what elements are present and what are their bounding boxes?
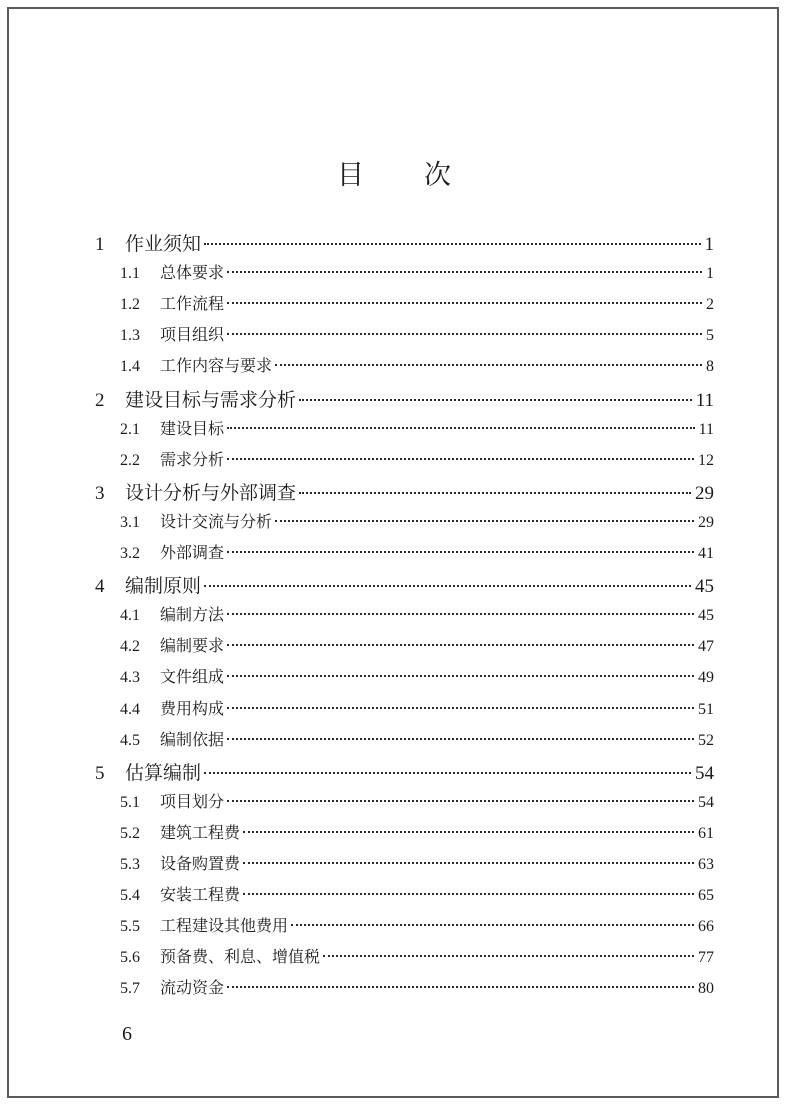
toc-entry-page: 61 xyxy=(698,824,714,842)
toc-entry-page: 63 xyxy=(698,856,714,873)
toc-entry-title: 预备费、利息、增值税 xyxy=(160,947,321,967)
toc-entry-page: 45 xyxy=(695,576,714,598)
toc-entry-page: 8 xyxy=(706,358,714,376)
toc-dot-leader xyxy=(299,399,692,401)
page-title xyxy=(0,153,790,192)
toc-entry-number: 4.1 xyxy=(120,607,140,625)
toc-entry-page: 77 xyxy=(698,949,714,967)
toc-entry-number: 1.1 xyxy=(120,265,140,283)
toc-entry-title: 总体要求 xyxy=(160,263,225,283)
toc-entry-number: 4.4 xyxy=(120,700,140,718)
toc-entry-title: 流动资金 xyxy=(160,978,225,998)
toc-section-entry xyxy=(120,353,714,376)
title-char-2: 次 xyxy=(424,160,453,191)
toc-entry-page: 80 xyxy=(698,980,714,998)
toc-dot-leader xyxy=(299,492,691,494)
toc-dot-leader xyxy=(275,520,694,522)
toc-entry-title: 设计交流与分析 xyxy=(160,511,273,531)
toc-section-entry xyxy=(120,540,714,563)
toc-dot-leader xyxy=(243,893,694,895)
toc-section-entry xyxy=(120,602,714,625)
toc-entry-number: 5.4 xyxy=(120,887,140,905)
toc-entry-title: 编制原则 xyxy=(125,575,202,598)
toc-entry-title: 文件组成 xyxy=(160,667,225,687)
toc-section-entry xyxy=(120,322,714,345)
toc-entry-title: 工程建设其他费用 xyxy=(160,916,289,936)
toc-dot-leader xyxy=(227,271,702,273)
toc-entry-number: 2.1 xyxy=(120,420,140,438)
toc-entry-page: 41 xyxy=(698,545,714,562)
toc-entry-number: 4 xyxy=(95,576,105,598)
toc-entry-title: 编制方法 xyxy=(160,605,225,625)
toc-entry-number: 4.2 xyxy=(120,638,140,656)
toc-entry-title: 外部调查 xyxy=(160,543,225,562)
toc-dot-leader xyxy=(227,986,694,988)
toc-entry-title: 估算编制 xyxy=(125,761,202,784)
toc-entry-page: 51 xyxy=(698,700,714,718)
toc-entry-page: 11 xyxy=(698,420,714,438)
toc-dot-leader xyxy=(227,458,694,460)
toc-chapter-entry xyxy=(95,385,714,412)
toc-entry-page: 11 xyxy=(695,389,714,411)
toc-dot-leader xyxy=(227,707,694,709)
toc-entry-page: 1 xyxy=(704,234,714,255)
toc-section-entry xyxy=(120,664,714,687)
toc-entry-page: 65 xyxy=(698,887,714,905)
toc-section-entry xyxy=(120,727,714,750)
toc-dot-leader xyxy=(243,831,694,833)
toc-dot-leader xyxy=(227,613,694,615)
toc-entry-number: 4.5 xyxy=(120,731,140,749)
toc-entry-number: 5.2 xyxy=(120,824,140,842)
toc-entry-title: 编制要求 xyxy=(160,636,225,656)
toc-dot-leader xyxy=(227,644,694,646)
toc-section-entry xyxy=(120,696,714,719)
toc-dot-leader xyxy=(275,364,702,366)
toc-entry-page: 52 xyxy=(698,731,714,749)
toc-section-entry xyxy=(120,913,714,936)
title-char-1: 目 xyxy=(337,160,366,191)
toc-entry-title: 设计分析与外部调查 xyxy=(125,481,297,504)
toc-entry-number: 5.6 xyxy=(120,949,140,967)
toc-entry-number: 2.2 xyxy=(120,451,140,469)
toc-dot-leader xyxy=(227,551,694,553)
toc-entry-number: 1 xyxy=(95,234,105,255)
toc-entry-title: 作业须知 xyxy=(125,233,202,255)
toc-dot-leader xyxy=(204,243,700,245)
toc-section-entry xyxy=(120,447,714,470)
toc-dot-leader xyxy=(227,800,694,802)
toc-entry-number: 3.1 xyxy=(120,513,140,531)
toc-entry-number: 5.7 xyxy=(120,980,140,998)
toc-entry-title: 建筑工程费 xyxy=(160,822,241,842)
toc-section-entry xyxy=(120,882,714,905)
toc-chapter-entry xyxy=(95,758,714,785)
toc-entry-number: 1.2 xyxy=(120,296,140,314)
toc-entry-page: 1 xyxy=(706,265,714,283)
toc-entry-title: 设备购置费 xyxy=(160,854,241,873)
toc-entry-page: 29 xyxy=(695,482,714,504)
toc-dot-leader xyxy=(291,924,694,926)
page-number: 6 xyxy=(122,1023,132,1045)
toc-entry-title: 建设目标与需求分析 xyxy=(125,388,297,411)
toc-section-entry xyxy=(120,291,714,314)
toc-entry-page: 66 xyxy=(698,918,714,936)
toc-entry-title: 项目划分 xyxy=(160,791,225,811)
toc-entry-number: 3 xyxy=(95,482,105,504)
toc-entry-title: 需求分析 xyxy=(160,449,225,469)
toc-entry-number: 3.2 xyxy=(120,545,140,562)
toc-entry-title: 费用构成 xyxy=(160,698,225,718)
toc-entry-page: 54 xyxy=(698,793,714,811)
toc-entry-number: 5.5 xyxy=(120,918,140,936)
toc-dot-leader xyxy=(243,862,694,864)
toc-entry-page: 49 xyxy=(698,669,714,687)
toc-entry-number: 5 xyxy=(95,762,105,784)
toc-chapter-entry xyxy=(95,478,714,505)
toc-entry-number: 1.3 xyxy=(120,327,140,345)
toc-entry-page: 54 xyxy=(695,762,714,784)
toc-section-entry xyxy=(120,789,714,812)
toc-section-entry xyxy=(120,944,714,967)
toc-dot-leader xyxy=(227,675,694,677)
toc-entry-page: 45 xyxy=(698,607,714,625)
toc-dot-leader xyxy=(227,333,702,335)
toc-dot-leader xyxy=(204,585,691,587)
toc-section-entry xyxy=(120,851,714,874)
toc-dot-leader xyxy=(227,738,694,740)
toc-entry-page: 47 xyxy=(698,638,714,656)
toc-entry-page: 2 xyxy=(706,296,714,314)
toc-section-entry xyxy=(120,260,714,283)
toc-entry-title: 项目组织 xyxy=(160,325,225,345)
toc-dot-leader xyxy=(204,772,691,774)
toc-dot-leader xyxy=(323,955,694,957)
toc-entry-number: 2 xyxy=(95,389,105,411)
toc-section-entry xyxy=(120,820,714,843)
toc-entry-title: 安装工程费 xyxy=(160,885,241,905)
toc-entry-number: 4.3 xyxy=(120,669,140,687)
toc-dot-leader xyxy=(227,302,702,304)
toc-section-entry xyxy=(120,416,714,439)
toc-chapter-entry xyxy=(95,571,714,598)
toc-entry-page: 29 xyxy=(698,513,714,531)
toc-entry-page: 5 xyxy=(706,327,714,345)
toc-entry-title: 编制依据 xyxy=(160,729,225,749)
toc-entry-number: 5.3 xyxy=(120,856,140,873)
toc-section-entry xyxy=(120,975,714,998)
toc-entry-title: 建设目标 xyxy=(160,418,225,438)
toc-entry-number: 5.1 xyxy=(120,793,140,811)
toc-entry-page: 12 xyxy=(698,451,714,469)
toc-chapter-entry xyxy=(95,229,714,256)
toc-dot-leader xyxy=(227,427,695,429)
toc-section-entry xyxy=(120,509,714,532)
toc-entry-number: 1.4 xyxy=(120,358,140,376)
toc-section-entry xyxy=(120,633,714,656)
toc-entry-title: 工作流程 xyxy=(160,294,225,314)
toc-entry-title: 工作内容与要求 xyxy=(160,356,273,376)
